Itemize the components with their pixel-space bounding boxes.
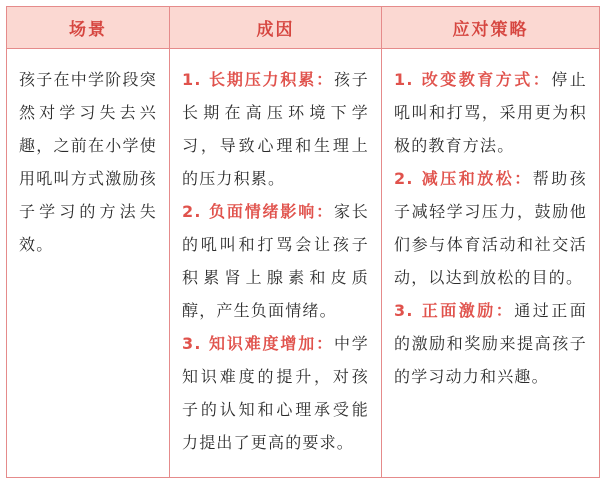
cause-body-1: 孩子长期在高压环境下学习，导致心理和生理上的压力积累。 — [182, 70, 369, 188]
strategy-title-2: 2. 减压和放松： — [394, 169, 533, 188]
cause-title-2: 2. 负面情绪影响： — [182, 202, 334, 221]
strategy-cell — [381, 49, 599, 477]
cause-item-3 — [182, 327, 369, 459]
scene-text: 孩子在中学阶段突然对学习失去兴趣，之前在小学使用吼叫方式激励孩子学习的方法失效。 — [19, 70, 157, 254]
cause-item-2 — [182, 195, 369, 327]
strategy-title-1: 1. 改变教育方式： — [394, 70, 552, 89]
scene-cell — [7, 49, 169, 477]
cause-item-1 — [182, 63, 369, 195]
cause-title-3: 3. 知识难度增加： — [182, 334, 334, 353]
strategy-body-1: 停止吼叫和打骂，采用更为积极的教育方法。 — [394, 70, 587, 155]
cause-title-1: 1. 长期压力积累： — [182, 70, 334, 89]
header-strategy: 应对策略 — [381, 7, 599, 49]
strategy-item-1 — [394, 63, 587, 162]
strategy-item-2 — [394, 162, 587, 294]
header-cause: 成因 — [169, 7, 381, 49]
header-scene: 场景 — [7, 7, 169, 49]
cause-cell — [169, 49, 381, 477]
cause-body-3: 中学知识难度的提升，对孩子的认知和心理承受能力提出了更高的要求。 — [182, 334, 369, 452]
strategy-body-2: 帮助孩子减轻学习压力，鼓励他们参与体育活动和社交活动，以达到放松的目的。 — [394, 169, 587, 287]
strategy-item-3 — [394, 294, 587, 393]
strategy-table — [6, 6, 600, 478]
strategy-title-3: 3. 正面激励： — [394, 301, 515, 320]
strategy-body-3: 通过正面的激励和奖励来提高孩子的学习动力和兴趣。 — [394, 301, 587, 386]
cause-body-2: 家长的吼叫和打骂会让孩子积累肾上腺素和皮质醇，产生负面情绪。 — [182, 202, 369, 320]
